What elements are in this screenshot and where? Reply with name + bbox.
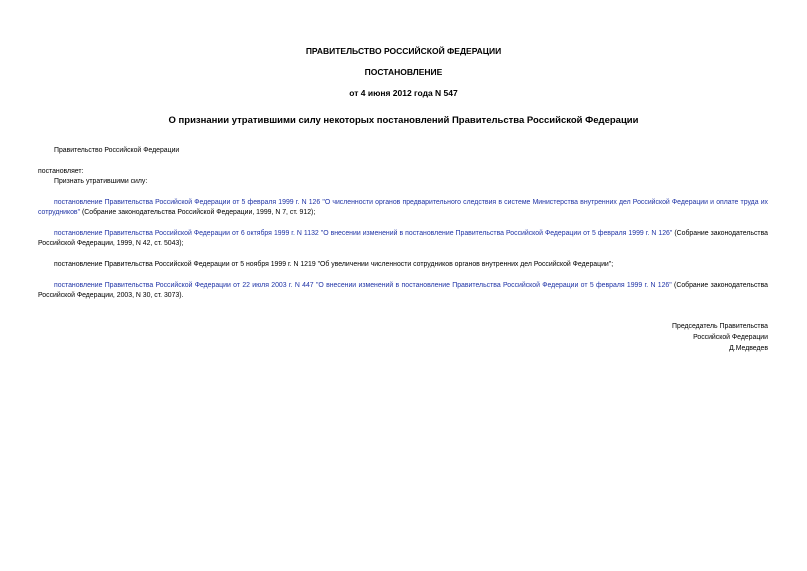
resolves-text: постановляет: (38, 168, 84, 175)
item-4-link[interactable]: постановление Правительства Российской Федерации от 22 июля 2003 г. N 447 "О внесении изменений в постановление Правительства Российской Федерации от 5 февраля 1999 г. N 126" (54, 282, 672, 289)
signature-position-1: Председатель Правительства (672, 323, 768, 330)
item-3-text: постановление Правительства Российской Федерации от 5 ноября 1999 г. N 1219 "Об увеличении численности сотрудников органов внутренних дел Российской Федерации"; (54, 261, 614, 268)
item-2-link[interactable]: постановление Правительства Российской Федерации от 6 октября 1999 г. N 1132 "О внесении изменений в постановление Правительства Российской Федерации от 5 февраля 1999 г. N 126" (54, 230, 673, 237)
list-item (38, 229, 768, 249)
item-1-source: (Собрание законодательства Российской Федерации, 1999, N 7, ст. 912); (80, 209, 316, 216)
document-title: О признании утратившими силу некоторых постановлений Правительства Российской Федерации (168, 115, 639, 126)
issuer-text: Правительство Российской Федерации (54, 147, 180, 154)
list-item (38, 281, 768, 301)
signature-position-2: Российской Федерации (693, 334, 768, 341)
item-4-source: (Собрание законодательства Российской Федерации, 2003, N 30, ст. 3073). (38, 282, 768, 299)
list-item (38, 260, 768, 270)
item-2-source: (Собрание законодательства Российской Федерации, 1999, N 42, ст. 5043); (38, 230, 768, 247)
signature-name: Д.Медведев (729, 345, 768, 352)
government-heading: ПРАВИТЕЛЬСТВО РОССИЙСКОЙ ФЕДЕРАЦИИ (305, 46, 502, 56)
intro-text: Признать утратившими силу: (54, 178, 148, 185)
item-1-link[interactable]: постановление Правительства Российской Федерации от 5 февраля 1999 г. N 126 "О численности органов предварительного следствия в системе Министерства внутренних дел Российской Федерации и оплате труда их сотрудников" (38, 199, 768, 216)
date-number-heading: от 4 июня 2012 года N 547 (349, 88, 458, 98)
doc-type-heading: ПОСТАНОВЛЕНИЕ (364, 67, 443, 77)
list-item (38, 198, 768, 218)
